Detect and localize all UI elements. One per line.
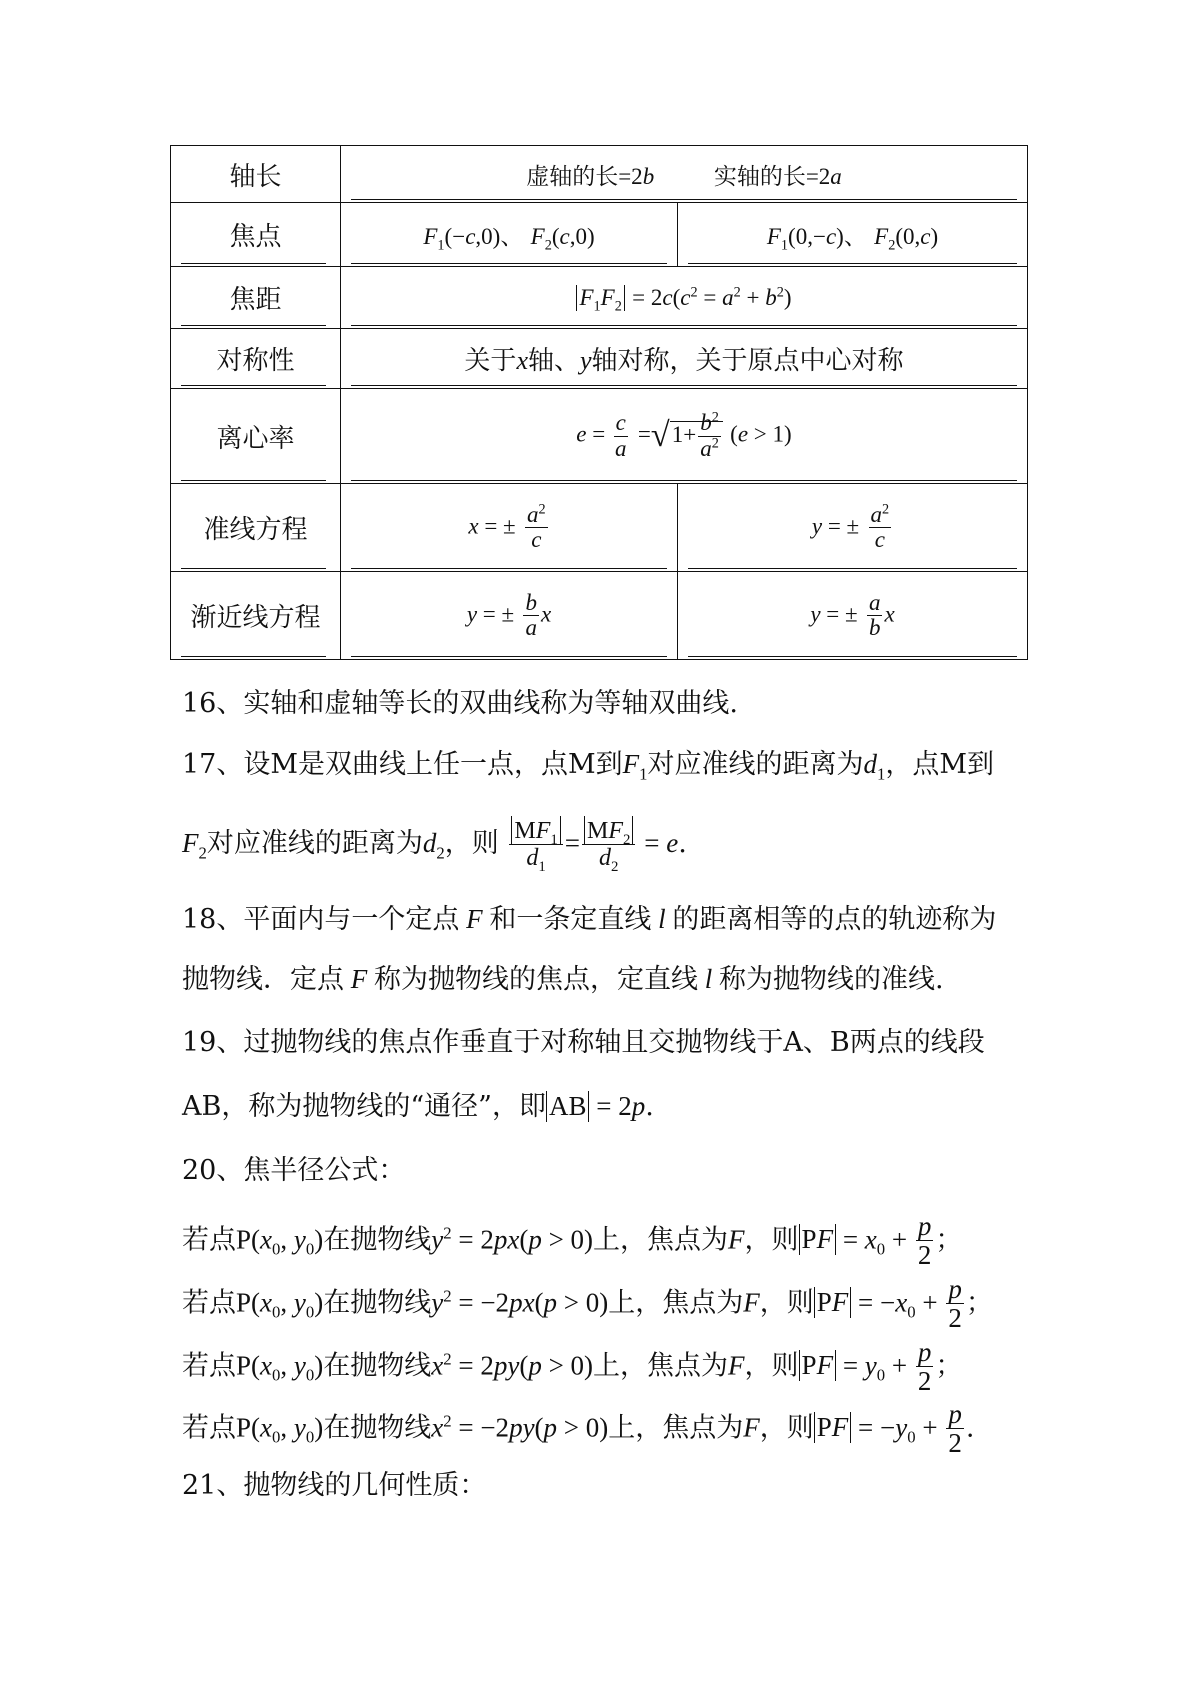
- focal-radius-formula-4: 若点$P(x_0$, $y_0$)在抛物线$x^2 = -2py(p > 0)$上，焦点为F，则 PF = $-y_0$ + $\frac{p}{2}$ .: [182, 1399, 975, 1459]
- table-row-axis-length: [171, 146, 1028, 203]
- table-row-directrix: [171, 484, 1028, 572]
- row-head-focus: 焦点: [229, 222, 282, 252]
- focal-radius-formula-3: 若点$P(x_0$, $y_0$)在抛物线$x^2 = 2py(p > 0)$上，焦点为F，则 PF = $y_0$ + $\frac{p}{2}$ ；: [182, 1337, 963, 1397]
- item-18-line-1: 18、平面内与一个定点 F 和一条定直线 l 的距离相等的点的轨迹称为: [182, 904, 997, 935]
- item-21-heading: 21、抛物线的几何性质：: [182, 1470, 487, 1501]
- asymptote-y-cell: y = ± $\frac{a}{b}$ x: [678, 572, 1028, 660]
- row-head-symmetry: 对称性: [216, 346, 295, 376]
- symmetry-cell: 关于x轴、y轴对称，关于原点中心对称: [341, 329, 1028, 389]
- hyperbola-properties-table: [170, 145, 1028, 660]
- row-head-asymptote: 渐近线方程: [190, 603, 321, 633]
- focal-distance-cell: $F_1F_2 = 2c(c^2 = a^2 + b^2)$: [341, 267, 1028, 329]
- focus-x-axis-cell: $F_1(-c,0)$、 $F_2(c,0)$: [341, 203, 678, 267]
- eccentricity-cell: e = $\frac{c}{a}$ =√1+ $\frac{b^2}{a^2}$ (e > 1): [341, 389, 1028, 484]
- item-17-line-2: $F_2$对应准线的距离为$d_2$，则 $\frac{MF_1}{d_1}$ = $\frac{MF_2}{d_2}$ = e.: [182, 818, 687, 875]
- directrix-x-cell: x = ± $\frac{a^2}{c}$: [341, 484, 678, 572]
- table-row-symmetry: [171, 329, 1028, 389]
- table-row-focus: [171, 203, 1028, 267]
- item-18-line-2: 抛物线．定点 F 称为抛物线的焦点，定直线 l 称为抛物线的准线.: [182, 964, 944, 995]
- item-19-line-1: 19、过抛物线的焦点作垂直于对称轴且交抛物线于A、B两点的线段: [182, 1027, 985, 1058]
- item-17-line-1: 17、设M是双曲线上任一点，点M到$F_1$对应准线的距离为$d_1$，点M到: [182, 749, 995, 784]
- asymptote-x-cell: y = ± $\frac{b}{a}$ x: [341, 572, 678, 660]
- directrix-y-cell: y = ± $\frac{a^2}{c}$: [678, 484, 1028, 572]
- table-row-asymptote: [171, 572, 1028, 660]
- focal-radius-formula-2: 若点$P(x_0$, $y_0$)在抛物线$y^2 = -2px(p > 0)$上，焦点为F，则 PF = $-x_0$ + $\frac{p}{2}$ ；: [182, 1274, 993, 1334]
- axis-length-cell: 虚轴的长=2b 实轴的长=2a: [341, 146, 1028, 203]
- focus-y-axis-cell: $F_1(0,-c)$、 $F_2(0,c)$: [678, 203, 1028, 267]
- row-head-directrix: 准线方程: [203, 515, 308, 545]
- item-20-heading: 20、焦半径公式：: [182, 1155, 406, 1186]
- row-head-axis-length: 轴长: [171, 146, 341, 203]
- table-row-eccentricity: [171, 389, 1028, 484]
- table-row-focal-distance: [171, 267, 1028, 329]
- item-19-line-2: AB，称为抛物线的“通径”，即 AB = 2p.: [182, 1091, 654, 1122]
- row-head-focal-distance: 焦距: [229, 285, 282, 315]
- row-head-eccentricity: 离心率: [216, 423, 295, 454]
- item-16: 16、实轴和虚轴等长的双曲线称为等轴双曲线.: [182, 688, 738, 719]
- focal-radius-formula-1: 若点$P(x_0$, $y_0$)在抛物线$y^2 = 2px(p > 0)$上，焦点为F，则 PF = $x_0$ + $\frac{p}{2}$ ；: [182, 1211, 963, 1271]
